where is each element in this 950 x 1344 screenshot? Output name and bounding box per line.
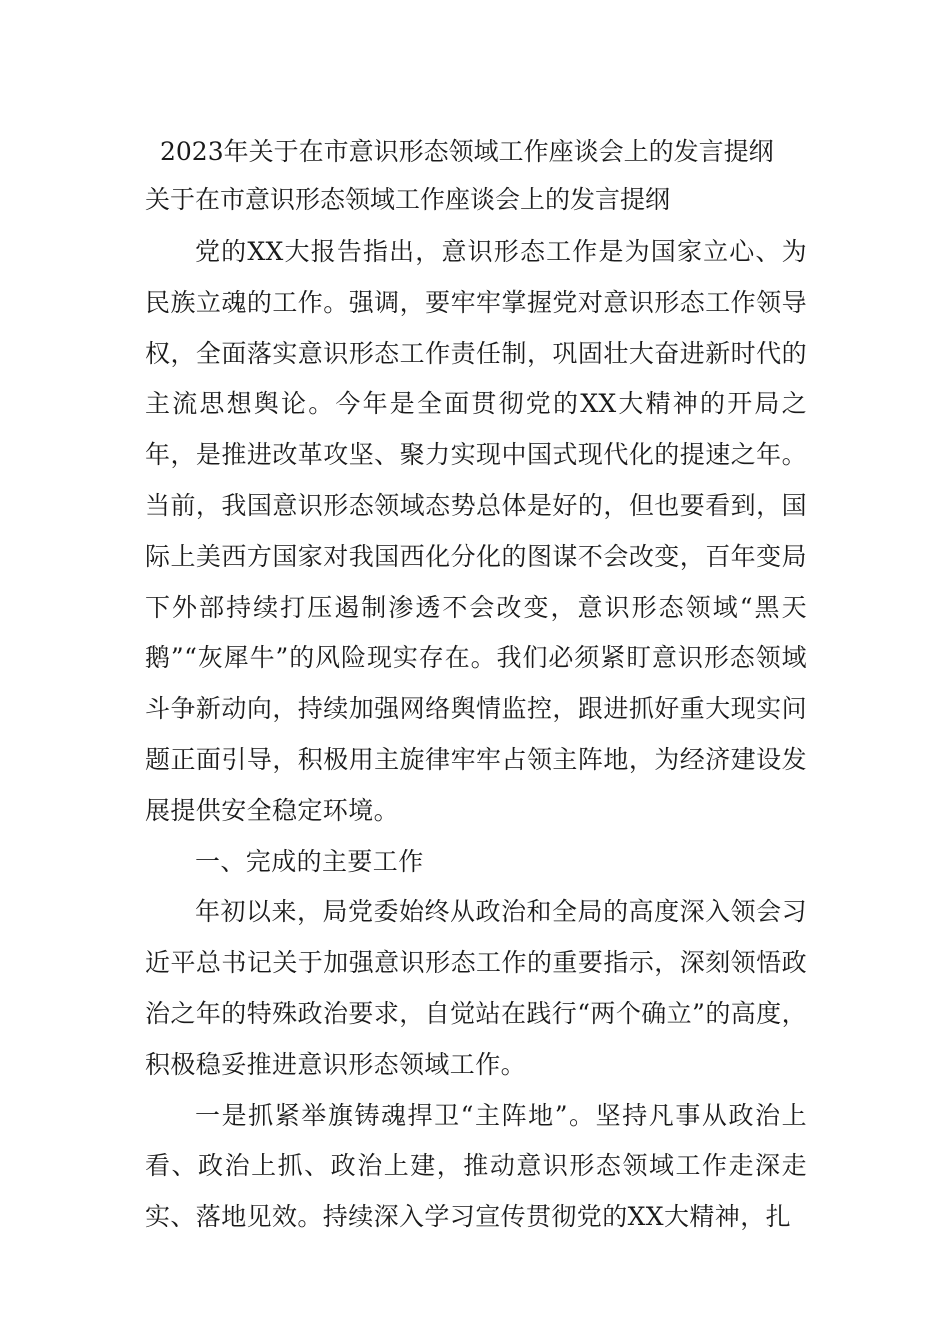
paragraph-point-one: 一是抓紧举旗铸魂捍卫“主阵地”。坚持凡事从政治上看、政治上抓、政治上建，推动意识形态领域工作走深走实、落地见效。持续深入学习宣传贯彻党的XX大精神，扎 — [145, 1100, 807, 1232]
section-heading-main-work: 一、完成的主要工作 — [195, 846, 424, 876]
document-title: 2023年关于在市意识形态领域工作座谈会上的发言提纲 — [160, 137, 774, 166]
document-subtitle: 关于在市意识形态领域工作座谈会上的发言提纲 — [145, 185, 671, 214]
paragraph-overview: 年初以来，局党委始终从政治和全局的高度深入领会习近平总书记关于加强意识形态工作的重要指示，深刻领悟政治之年的特殊政治要求，自觉站在践行“两个确立”的高度，积极稳妥推进意识形态领域工作。 — [145, 897, 807, 1079]
document-body — [145, 227, 807, 1243]
paragraph-intro: 党的XX大报告指出，意识形态工作是为国家立心、为民族立魂的工作。强调，要牢牢掌握党对意识形态工作领导权，全面落实意识形态工作责任制，巩固壮大奋进新时代的主流思想舆论。今年是全面贯彻党的XX大精神的开局之年，是推进改革攻坚、聚力实现中国式现代化的提速之年。当前，我国意识形态领域态势总体是好的，但也要看到，国际上美西方国家对我国西化分化的图谋不会改变，百年变局下外部持续打压遏制渗透不会改变，意识形态领域“黑天鹅”“灰犀牛”的风险现实存在。我们必须紧盯意识形态领域斗争新动向，持续加强网络舆情监控，跟进抓好重大现实问题正面引导，积极用主旋律牢牢占领主阵地，为经济建设发展提供安全稳定环境。 — [145, 237, 807, 825]
